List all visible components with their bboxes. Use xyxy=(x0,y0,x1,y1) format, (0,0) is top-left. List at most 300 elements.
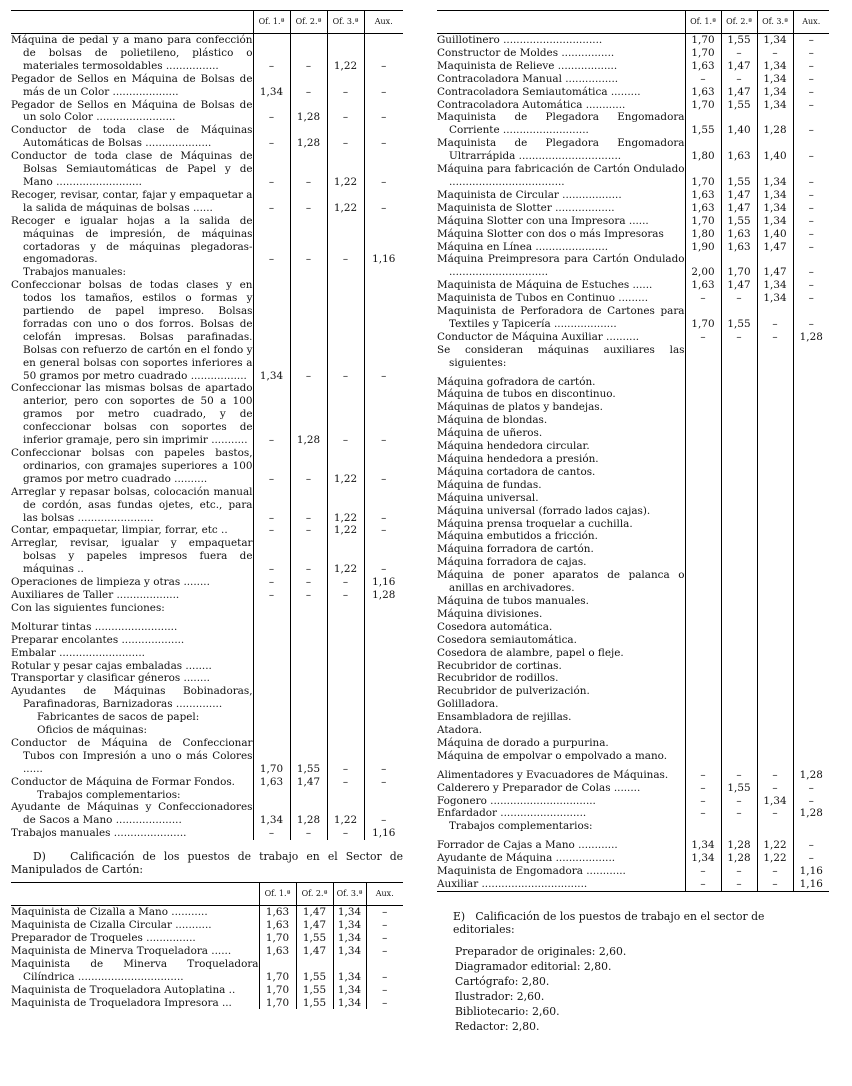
cell-aux xyxy=(793,453,829,466)
table-header xyxy=(437,11,829,34)
cell-of2 xyxy=(290,672,327,685)
cell-of3: 1,47 xyxy=(757,253,793,279)
left-table-body xyxy=(11,34,403,841)
table-row xyxy=(11,99,403,125)
cell-of1 xyxy=(685,698,721,711)
cell-of2 xyxy=(721,427,757,440)
cell-aux: – xyxy=(793,279,829,292)
cell-of3: – xyxy=(327,737,364,776)
table-row xyxy=(11,34,403,73)
cell-aux xyxy=(793,647,829,660)
cell-of2 xyxy=(290,602,327,615)
cell-of2 xyxy=(290,634,327,647)
cell-of3: – xyxy=(327,73,364,99)
cell-of2 xyxy=(721,820,757,833)
cell-aux: – xyxy=(793,202,829,215)
header-of3: Of. 3.ª xyxy=(333,883,366,906)
table-row xyxy=(11,724,403,737)
row-label: Máquina de dorado a purpurina. xyxy=(437,736,609,749)
cell-of1: 1,34 xyxy=(685,852,721,865)
cell-aux: 1,28 xyxy=(793,763,829,782)
row-label: Golilladora. xyxy=(437,698,499,711)
cell-of1: – xyxy=(253,189,290,215)
row-label: Rotular y pesar cajas embaladas ........ xyxy=(11,659,212,672)
table-row xyxy=(437,518,829,531)
table-row xyxy=(437,556,829,569)
row-label: Máquina prensa troquelar a cuchilla. xyxy=(437,517,633,530)
cell-aux: – xyxy=(366,932,403,945)
cell-of3 xyxy=(327,724,364,737)
cell-of1 xyxy=(685,660,721,673)
table-row xyxy=(437,782,829,795)
table-row xyxy=(437,672,829,685)
cell-of3 xyxy=(757,453,793,466)
cell-of3 xyxy=(327,634,364,647)
cell-aux: – xyxy=(793,34,829,47)
table-row xyxy=(437,505,829,518)
cell-of2 xyxy=(721,660,757,673)
cell-of2: – xyxy=(290,537,327,576)
table-row xyxy=(437,698,829,711)
cell-of2 xyxy=(721,647,757,660)
row-label: Confeccionar las mismas bolsas de apartado anterior, pero con soportes de 50 a 100 gramos por metro cuadrado, y de confeccionar bolsas con soportes de inferior gramaje, pero sin imprimir ........... xyxy=(11,382,253,447)
table-row xyxy=(437,878,829,891)
cell-aux: – xyxy=(366,984,403,997)
cell-aux: – xyxy=(793,292,829,305)
row-label: Cosedora semiautomática. xyxy=(437,633,577,646)
table-header xyxy=(11,883,403,906)
cell-of3: 1,34 xyxy=(333,932,366,945)
cell-of3 xyxy=(757,737,793,750)
cell-of3 xyxy=(757,660,793,673)
table-row xyxy=(437,820,829,833)
table-row xyxy=(11,589,403,602)
cell-aux xyxy=(793,660,829,673)
cell-of1: 1,80 xyxy=(685,137,721,163)
row-label: Auxiliar ................................ xyxy=(437,878,685,891)
cell-of1 xyxy=(685,647,721,660)
row-label: Contar, empaquetar, limpiar, forrar, etc .. xyxy=(11,524,228,537)
row-label: Atadora. xyxy=(437,724,483,737)
row-label: Recoger, revisar, contar, fajar y empaquetar a la salida de máquinas de bolsas ...... xyxy=(11,188,253,214)
cell-of2: 1,55 xyxy=(721,782,757,795)
cell-of2: 1,28 xyxy=(290,382,327,447)
table-row xyxy=(437,215,829,228)
cell-of1: 1,70 xyxy=(259,984,296,997)
cell-of3 xyxy=(757,543,793,556)
right-table-body xyxy=(437,34,829,892)
cell-of2: – xyxy=(721,331,757,344)
cell-of3 xyxy=(757,820,793,833)
row-label: Máquina de fundas. xyxy=(437,478,542,491)
row-label: Recoger e igualar hojas a la salida de máquinas de impresión, de máquinas cortadoras y de máquinas plegadoras-engomadoras. xyxy=(11,214,253,266)
cell-of3: 1,22 xyxy=(757,833,793,852)
cell-of2: – xyxy=(721,763,757,782)
cell-aux xyxy=(793,401,829,414)
row-label: Conductor de toda clase de Máquinas de Bolsas Semiautomáticas de Papel y de Mano .......................... xyxy=(11,150,253,188)
cell-of1 xyxy=(253,711,290,724)
cell-of2 xyxy=(721,737,757,750)
cell-aux xyxy=(364,647,403,660)
header-of3: Of. 3.ª xyxy=(757,11,793,34)
cell-of1: 1,34 xyxy=(253,801,290,827)
table-row xyxy=(11,958,403,984)
cell-aux xyxy=(793,750,829,763)
cell-of3: 1,34 xyxy=(333,919,366,932)
cell-of3: 1,22 xyxy=(757,852,793,865)
table-row xyxy=(11,602,403,615)
cell-of1: 1,63 xyxy=(685,86,721,99)
cell-aux: – xyxy=(364,382,403,447)
cell-of3 xyxy=(327,672,364,685)
table-row xyxy=(437,111,829,137)
row-label: Máquina forradora de cartón. xyxy=(437,543,594,556)
cell-of2: – xyxy=(290,524,327,537)
cell-of1 xyxy=(685,685,721,698)
cell-of2: – xyxy=(721,807,757,820)
row-label: Maquinista de Troqueladora Impresora ... xyxy=(11,996,232,1009)
cell-of3 xyxy=(757,724,793,737)
cell-aux xyxy=(793,492,829,505)
cell-aux xyxy=(793,556,829,569)
cell-of1: – xyxy=(253,215,290,267)
row-label: Conductor de Máquina de Confeccionar Tubos con Impresión a uno o más Colores ...... xyxy=(11,736,253,775)
cell-of3: 1,22 xyxy=(327,150,364,189)
table-row xyxy=(437,47,829,60)
table-row xyxy=(437,621,829,634)
cell-of2: 1,40 xyxy=(721,111,757,137)
cell-of2: 1,47 xyxy=(721,86,757,99)
cell-of1: – xyxy=(253,99,290,125)
table-row xyxy=(437,763,829,782)
cell-aux: – xyxy=(793,215,829,228)
cell-aux xyxy=(793,634,829,647)
section-d-text: Calificación de los puestos de trabajo en el Sector de Manipulados de Cartón: xyxy=(11,850,404,877)
cell-aux xyxy=(364,685,403,711)
cell-aux xyxy=(793,518,829,531)
cell-of3 xyxy=(757,401,793,414)
cell-of2 xyxy=(721,453,757,466)
cell-of2: 1,47 xyxy=(721,279,757,292)
cell-of1: – xyxy=(253,382,290,447)
cell-of3 xyxy=(757,518,793,531)
cell-of1 xyxy=(685,530,721,543)
table-row xyxy=(437,60,829,73)
cell-of3: 1,40 xyxy=(757,137,793,163)
cell-aux: – xyxy=(793,228,829,241)
cell-of3: 1,34 xyxy=(757,163,793,189)
row-label: Máquina de poner aparatos de palanca o anillas en archivadores. xyxy=(437,569,685,595)
table-row xyxy=(11,647,403,660)
cell-aux: – xyxy=(793,47,829,60)
table-row xyxy=(11,984,403,997)
table-row xyxy=(437,241,829,254)
cell-aux: – xyxy=(364,737,403,776)
cell-of3: 1,34 xyxy=(757,279,793,292)
cell-of2: 1,28 xyxy=(290,99,327,125)
table-row xyxy=(437,440,829,453)
cell-of2: 1,47 xyxy=(296,919,333,932)
cell-aux: – xyxy=(366,958,403,984)
cell-of2: – xyxy=(290,279,327,382)
cell-of1 xyxy=(685,479,721,492)
cell-of2: 1,55 xyxy=(296,997,333,1010)
cell-of2 xyxy=(721,492,757,505)
cell-aux: – xyxy=(364,537,403,576)
table-row xyxy=(11,827,403,840)
cell-of1 xyxy=(685,414,721,427)
cell-of3 xyxy=(757,672,793,685)
row-label: Conductor de Máquina de Formar Fondos. xyxy=(11,775,235,788)
cell-aux: 1,28 xyxy=(793,807,829,820)
cell-aux: – xyxy=(366,906,403,919)
row-label: Operaciones de limpieza y otras ........ xyxy=(11,576,210,589)
row-label: Trabajos complementarios: xyxy=(449,820,593,833)
cell-of2 xyxy=(721,414,757,427)
cell-of1: 1,34 xyxy=(253,73,290,99)
row-label: Máquina divisiones. xyxy=(437,607,543,620)
cell-of1: 2,00 xyxy=(685,253,721,279)
cell-of3: 1,34 xyxy=(757,215,793,228)
cell-aux xyxy=(793,672,829,685)
table-row xyxy=(11,537,403,576)
row-label: Trabajos manuales: xyxy=(23,266,126,279)
cell-of3 xyxy=(757,647,793,660)
cell-of3 xyxy=(757,492,793,505)
cell-of1 xyxy=(685,440,721,453)
row-label: Maquinista de Engomadora ............ xyxy=(437,865,626,878)
cell-of1 xyxy=(685,388,721,401)
cell-of2 xyxy=(721,698,757,711)
cell-of1: 1,80 xyxy=(685,228,721,241)
table-row xyxy=(437,331,829,344)
row-label: Molturar tintas ......................... xyxy=(11,620,178,633)
table-row xyxy=(437,99,829,112)
cell-aux: – xyxy=(364,189,403,215)
row-label: Máquina Preimpresora para Cartón Ondulado .............................. xyxy=(437,253,685,279)
header-of1: Of. 1.ª xyxy=(253,11,290,34)
cell-of1: – xyxy=(685,878,721,891)
cell-of2: 1,47 xyxy=(721,202,757,215)
cell-of1: 1,63 xyxy=(259,945,296,958)
cell-of2: 1,55 xyxy=(296,958,333,984)
cell-aux: – xyxy=(364,801,403,827)
cell-of1 xyxy=(685,556,721,569)
table-row xyxy=(437,34,829,47)
cell-aux xyxy=(793,440,829,453)
cell-aux xyxy=(364,634,403,647)
cell-of1: – xyxy=(253,524,290,537)
cell-of3 xyxy=(757,608,793,621)
cell-aux xyxy=(793,414,829,427)
table-row xyxy=(437,737,829,750)
cell-of2 xyxy=(721,750,757,763)
cell-aux: – xyxy=(364,73,403,99)
row-label: Ayudante de Máquina .................. xyxy=(437,852,616,865)
cell-of2: 1,47 xyxy=(721,189,757,202)
row-label: Pegador de Sellos en Máquina de Bolsas de más de un Color .................... xyxy=(11,72,253,98)
table-row xyxy=(11,737,403,776)
cell-aux: – xyxy=(364,524,403,537)
cell-aux: – xyxy=(793,852,829,865)
cell-aux: 1,16 xyxy=(364,827,403,840)
cell-of1 xyxy=(685,344,721,370)
cell-aux xyxy=(793,595,829,608)
cell-of3 xyxy=(757,479,793,492)
table-row xyxy=(11,685,403,711)
cell-of2 xyxy=(721,530,757,543)
cell-of1 xyxy=(253,672,290,685)
cell-aux: – xyxy=(364,279,403,382)
cell-aux: 1,28 xyxy=(793,331,829,344)
cell-of1: 1,70 xyxy=(259,932,296,945)
section-e-letter: E) xyxy=(453,909,466,923)
cell-of3: – xyxy=(757,782,793,795)
table-row xyxy=(437,453,829,466)
cell-of1: – xyxy=(253,827,290,840)
cell-aux: 1,16 xyxy=(793,878,829,891)
row-label: Preparador de Troqueles ............... xyxy=(11,932,196,944)
cell-of3: 1,22 xyxy=(327,189,364,215)
cell-of3: 1,34 xyxy=(757,189,793,202)
cell-aux: – xyxy=(364,486,403,525)
cell-of2: 1,63 xyxy=(721,241,757,254)
row-label: Máquina forradora de cajas. xyxy=(437,556,587,569)
cell-of2 xyxy=(721,479,757,492)
cell-of1 xyxy=(685,737,721,750)
cell-of2 xyxy=(721,685,757,698)
cell-of2 xyxy=(290,615,327,634)
row-label: Máquina en Línea ...................... xyxy=(437,240,609,253)
section-e-text: Calificación de los puestos de trabajo en el sector de editoriales: xyxy=(453,909,765,936)
cell-of3 xyxy=(757,530,793,543)
cell-of1: – xyxy=(253,150,290,189)
cell-of1: 1,34 xyxy=(253,279,290,382)
cell-of2: 1,28 xyxy=(721,852,757,865)
cell-of2: 1,55 xyxy=(296,984,333,997)
cell-of3 xyxy=(757,711,793,724)
cell-aux xyxy=(793,820,829,833)
cell-aux: – xyxy=(364,150,403,189)
cell-aux xyxy=(793,530,829,543)
table-row xyxy=(437,543,829,556)
cell-of1 xyxy=(253,615,290,634)
row-label: Cosedora de alambre, papel o fleje. xyxy=(437,646,624,659)
row-label: Maquinista de Cizalla a Mano ........... xyxy=(11,906,208,919)
cell-of2 xyxy=(290,711,327,724)
row-label: Recubridor de pulverización. xyxy=(437,685,590,698)
row-label: Ayudante de Máquinas y Confeccionadores de Sacos a Mano .................... xyxy=(11,801,253,827)
table-row xyxy=(11,576,403,589)
cell-of3: 1,22 xyxy=(327,486,364,525)
cell-of1 xyxy=(685,672,721,685)
table-row xyxy=(11,382,403,447)
row-label: Máquina de uñeros. xyxy=(437,427,543,440)
table-row xyxy=(437,466,829,479)
d-table-body xyxy=(11,906,403,1010)
cell-aux: – xyxy=(793,86,829,99)
cell-of1: – xyxy=(253,576,290,589)
table-row xyxy=(11,932,403,945)
row-label: Máquina gofradora de cartón. xyxy=(437,375,596,388)
cell-of3 xyxy=(327,647,364,660)
row-label: Máquina para fabricación de Cartón Ondulado ................................... xyxy=(437,163,685,188)
cell-of1: 1,63 xyxy=(685,189,721,202)
cell-of3 xyxy=(327,660,364,673)
cell-of2 xyxy=(721,505,757,518)
cell-of3 xyxy=(757,685,793,698)
table-row xyxy=(11,447,403,486)
cell-of2: – xyxy=(290,34,327,73)
cell-of1: – xyxy=(685,865,721,878)
cell-of3 xyxy=(327,615,364,634)
table-carton-right xyxy=(437,10,829,892)
row-label: Máquina universal. xyxy=(437,491,539,504)
table-row xyxy=(437,279,829,292)
section-e-title xyxy=(437,910,829,936)
cell-of2 xyxy=(721,543,757,556)
cell-of3: 1,40 xyxy=(757,228,793,241)
table-row xyxy=(437,724,829,737)
cell-of2: – xyxy=(290,73,327,99)
row-label: Pegador de Sellos en Máquina de Bolsas de un solo Color ........................ xyxy=(11,98,253,124)
table-row xyxy=(437,833,829,852)
row-label: Maquinista de Plegadora Engomadora Corriente .......................... xyxy=(437,111,685,137)
cell-of2 xyxy=(721,595,757,608)
cell-aux xyxy=(793,621,829,634)
cell-of2: – xyxy=(721,292,757,305)
cell-aux: – xyxy=(793,137,829,163)
cell-of3 xyxy=(757,414,793,427)
table-row xyxy=(11,945,403,958)
row-label: Máquina de blondas. xyxy=(437,414,548,427)
cell-of2: 1,63 xyxy=(721,137,757,163)
cell-of3: – xyxy=(327,382,364,447)
cell-of3: – xyxy=(327,576,364,589)
cell-of2 xyxy=(290,660,327,673)
list-item: Cartógrafo: 2,80. xyxy=(455,974,550,988)
table-row xyxy=(11,524,403,537)
cell-of2: 1,28 xyxy=(721,833,757,852)
cell-of2 xyxy=(721,344,757,370)
cell-aux: – xyxy=(793,60,829,73)
row-label: Máquina de pedal y a mano para confección de bolsas de polietileno, plástico o materiales termosoldables ................ xyxy=(11,34,253,72)
cell-aux: – xyxy=(793,795,829,808)
table-row xyxy=(437,414,829,427)
cell-of2: – xyxy=(290,189,327,215)
header-of2: Of. 2.ª xyxy=(721,11,757,34)
left-column xyxy=(11,10,403,1009)
table-header xyxy=(11,11,403,34)
cell-of1: 1,63 xyxy=(253,776,290,789)
cell-of3 xyxy=(757,569,793,595)
row-label: Máquina embutidos a fricción. xyxy=(437,530,598,543)
cell-aux xyxy=(793,698,829,711)
cell-aux xyxy=(364,711,403,724)
cell-aux xyxy=(364,660,403,673)
row-label: Con las siguientes funciones: xyxy=(11,601,165,614)
row-label: Máquina hendedora a presión. xyxy=(437,453,599,465)
cell-of2: – xyxy=(290,215,327,267)
cell-aux xyxy=(793,685,829,698)
cell-of3 xyxy=(327,266,364,279)
cell-of2: 1,55 xyxy=(721,99,757,112)
row-label: Recubridor de cortinas. xyxy=(437,659,562,672)
cell-aux: – xyxy=(793,73,829,86)
cell-of1 xyxy=(685,820,721,833)
cell-of2 xyxy=(721,569,757,595)
cell-of1: 1,70 xyxy=(685,305,721,331)
